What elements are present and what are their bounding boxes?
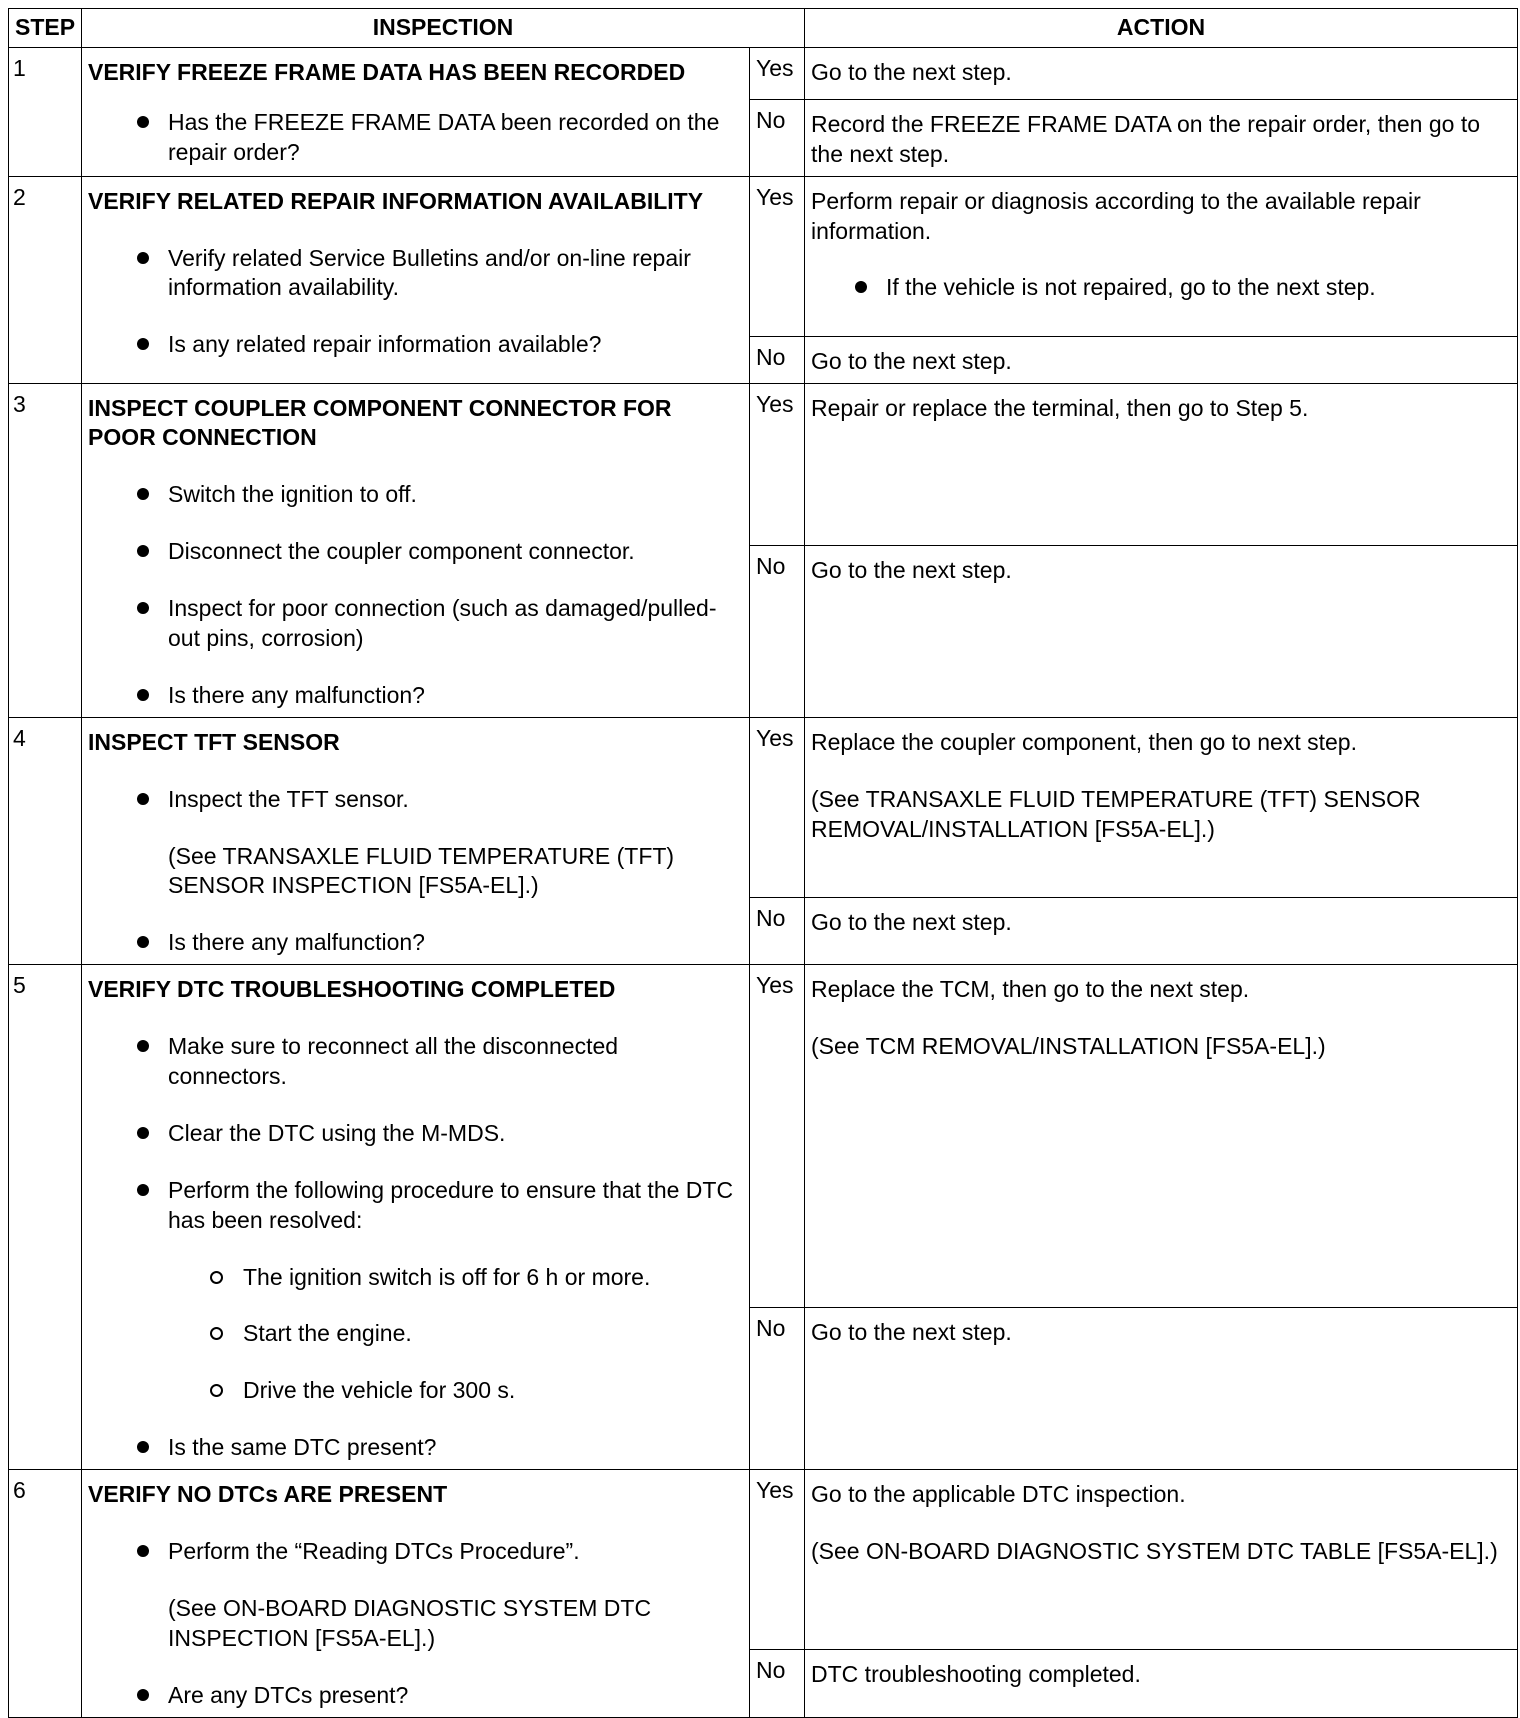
sub-bullet-item: The ignition switch is off for 6 h or more. (88, 1263, 743, 1293)
no-label: No (750, 99, 805, 176)
no-action (805, 545, 1518, 717)
no-action (805, 336, 1518, 383)
action-text: Go to the next step. (811, 908, 1012, 935)
action-text: Repair or replace the terminal, then go to Step 5. (811, 394, 1309, 421)
diagnostic-procedure (8, 8, 1518, 1718)
step-title: INSPECT COUPLER COMPONENT CONNECTOR FOR POOR CONNECTION (88, 394, 672, 451)
inspection-cell (82, 1470, 750, 1717)
action-text: Perform repair or diagnosis according to the available repair information. (811, 187, 1421, 244)
action-text: Replace the TCM, then go to the next step. (811, 976, 1250, 1003)
action-text: Go to the next step. (811, 347, 1012, 374)
bullet-item: Verify related Service Bulletins and/or on-line repair information availability. (88, 244, 743, 304)
bullet-item: Inspect the TFT sensor. (88, 785, 743, 815)
yes-label: Yes (750, 717, 805, 897)
bullet-item: Perform the following procedure to ensure that the DTC has been resolved: (88, 1176, 743, 1236)
diagnostic-table (8, 8, 1518, 1718)
action-text: Go to the next step. (811, 556, 1012, 583)
yes-action (805, 965, 1518, 1308)
no-label: No (750, 336, 805, 383)
step-number: 6 (9, 1470, 82, 1717)
inspection-cell (82, 176, 750, 383)
action-text: Replace the coupler component, then go to next step. (811, 728, 1357, 755)
bullet-item: Is there any malfunction? (88, 928, 743, 958)
bullet-item: Has the FREEZE FRAME DATA been recorded on the repair order? (88, 108, 743, 168)
no-action (805, 897, 1518, 964)
action-text: Go to the applicable DTC inspection. (811, 1481, 1186, 1508)
action-reference: (See TRANSAXLE FLUID TEMPERATURE (TFT) SENSOR REMOVAL/INSTALLATION [FS5A-EL].) (811, 785, 1421, 842)
step-2-yes-row (9, 176, 1518, 336)
inspection-cell (82, 965, 750, 1470)
bullet-item: Inspect for poor connection (such as damaged/pulled-out pins, corrosion) (88, 594, 743, 654)
bullet-item: Is there any malfunction? (88, 681, 743, 711)
bullet-item: Is the same DTC present? (88, 1433, 743, 1463)
bullet-item: Disconnect the coupler component connector. (88, 537, 743, 567)
bullet-item: Clear the DTC using the M-MDS. (88, 1119, 743, 1149)
no-label: No (750, 1308, 805, 1470)
inspection-header: INSPECTION (82, 9, 805, 48)
inspection-cell (82, 47, 750, 176)
step-number: 4 (9, 717, 82, 964)
yes-label: Yes (750, 383, 805, 545)
action-text: Go to the next step. (811, 58, 1012, 85)
yes-action (805, 176, 1518, 336)
yes-label: Yes (750, 965, 805, 1308)
step-title: VERIFY NO DTCs ARE PRESENT (88, 1481, 448, 1508)
yes-action (805, 1470, 1518, 1650)
no-action (805, 1650, 1518, 1717)
step-number: 3 (9, 383, 82, 717)
yes-action (805, 717, 1518, 897)
bullet-item: Is any related repair information available? (88, 330, 743, 360)
step-number: 1 (9, 47, 82, 176)
step-number: 2 (9, 176, 82, 383)
no-label: No (750, 545, 805, 717)
step-5-yes-row (9, 965, 1518, 1308)
yes-label: Yes (750, 1470, 805, 1650)
no-label: No (750, 1650, 805, 1717)
reference-text: (See TRANSAXLE FLUID TEMPERATURE (TFT) SENSOR INSPECTION [FS5A-EL].) (168, 842, 675, 899)
no-action (805, 99, 1518, 176)
inspection-cell (82, 383, 750, 717)
action-header: ACTION (805, 9, 1518, 48)
step-title: INSPECT TFT SENSOR (88, 728, 340, 755)
bullet-item: Switch the ignition to off. (88, 480, 743, 510)
sub-bullet-item: Start the engine. (88, 1319, 743, 1349)
sub-bullet-item: Drive the vehicle for 300 s. (88, 1376, 743, 1406)
step-title: VERIFY DTC TROUBLESHOOTING COMPLETED (88, 976, 616, 1003)
action-text: DTC troubleshooting completed. (811, 1661, 1141, 1688)
no-label: No (750, 897, 805, 964)
bullet-item: Are any DTCs present? (88, 1681, 743, 1711)
step-number: 5 (9, 965, 82, 1470)
yes-action (805, 383, 1518, 545)
inspection-cell (82, 717, 750, 964)
yes-action (805, 47, 1518, 99)
reference-text: (See ON-BOARD DIAGNOSTIC SYSTEM DTC INSPECTION [FS5A-EL].) (168, 1594, 652, 1651)
bullet-item: Perform the “Reading DTCs Procedure”. (88, 1537, 743, 1567)
action-text: Record the FREEZE FRAME DATA on the repair order, then go to the next step. (811, 110, 1481, 167)
step-4-yes-row (9, 717, 1518, 897)
no-action (805, 1308, 1518, 1470)
yes-label: Yes (750, 176, 805, 336)
yes-label: Yes (750, 47, 805, 99)
step-6-yes-row (9, 1470, 1518, 1650)
bullet-item: Make sure to reconnect all the disconnected connectors. (88, 1032, 743, 1092)
action-bullet: If the vehicle is not repaired, go to the next step. (811, 273, 1511, 303)
step-3-yes-row (9, 383, 1518, 545)
step-header: STEP (9, 9, 82, 48)
step-title: VERIFY FREEZE FRAME DATA HAS BEEN RECORDED (88, 58, 686, 85)
action-text: Go to the next step. (811, 1319, 1012, 1346)
step-title: VERIFY RELATED REPAIR INFORMATION AVAILABILITY (88, 187, 704, 214)
step-1-yes-row (9, 47, 1518, 99)
header-row (9, 9, 1518, 48)
action-reference: (See TCM REMOVAL/INSTALLATION [FS5A-EL].) (811, 1033, 1326, 1060)
action-reference: (See ON-BOARD DIAGNOSTIC SYSTEM DTC TABLE [FS5A-EL].) (811, 1538, 1498, 1565)
